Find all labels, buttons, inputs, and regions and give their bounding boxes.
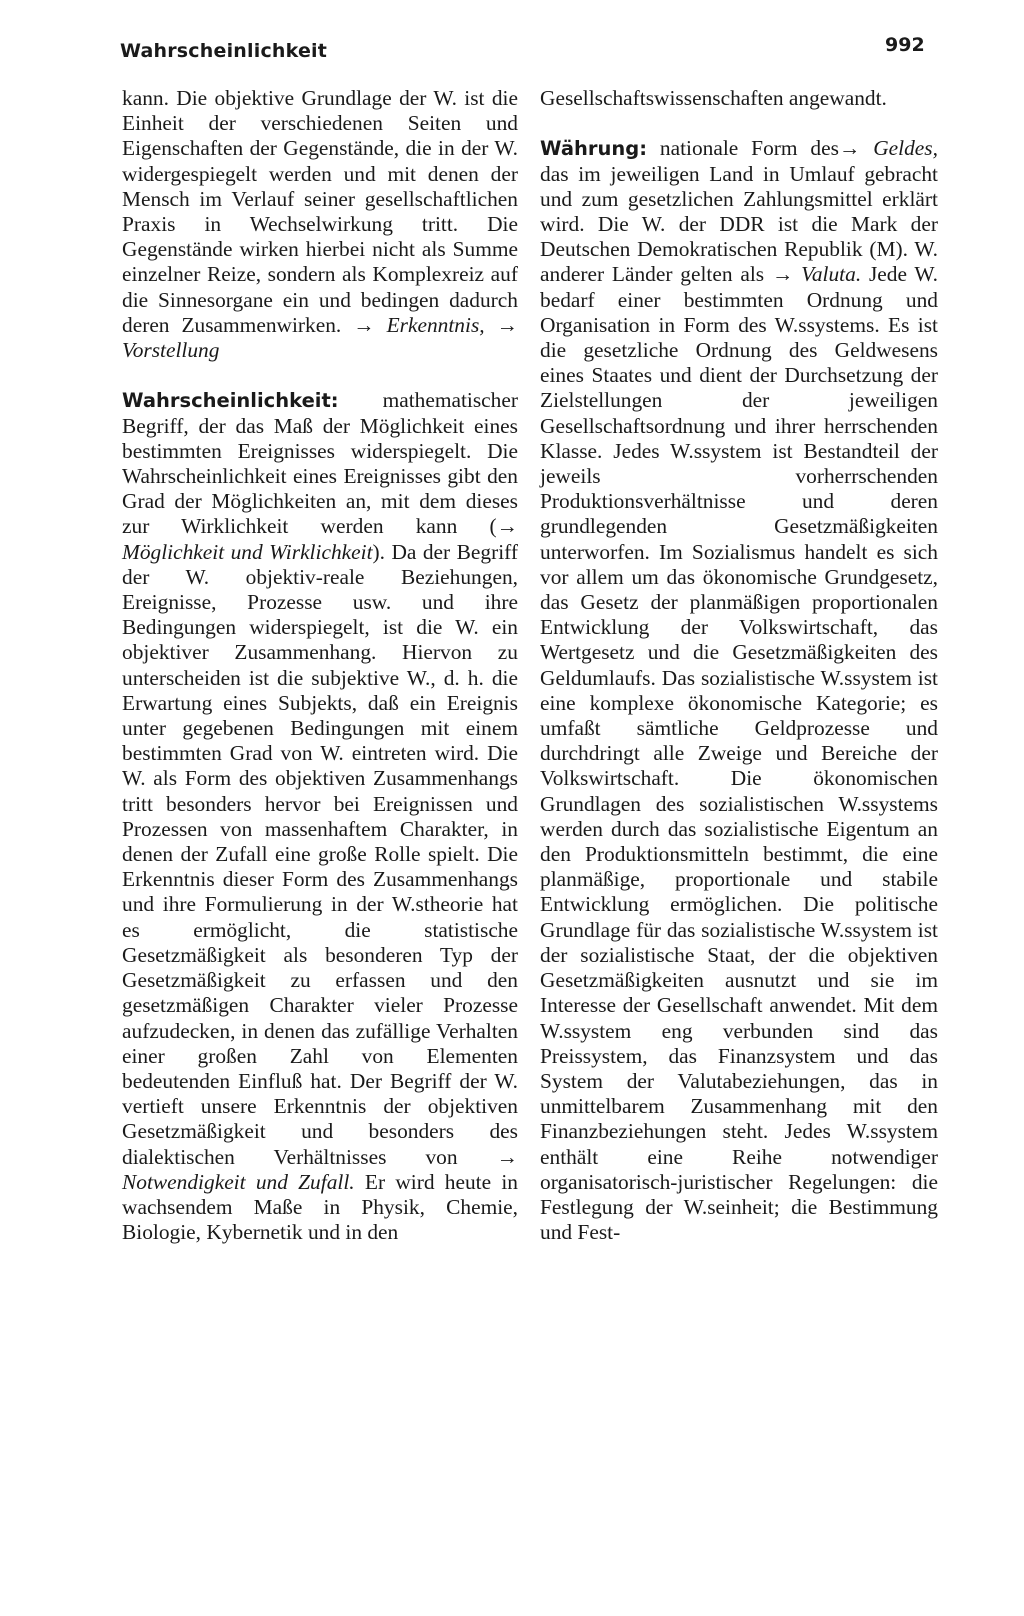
running-header: Wahrscheinlichkeit xyxy=(120,40,328,62)
entry-continuation xyxy=(540,86,938,111)
entry-text: nationale Form des xyxy=(659,136,839,161)
cross-reference-link[interactable]: Geldes, xyxy=(873,136,938,161)
left-column xyxy=(122,86,518,1245)
cross-reference-arrow: → xyxy=(838,136,861,161)
cross-reference-arrow: → xyxy=(496,312,518,337)
entry-text: mathematischer Begriff, der das Maß der Möglichkeit eines bestimmten Ereignisses widerspiegelt. Die Wahrscheinlichkeit eines Ereignisses gibt den Grad der Möglichkeiten an, mit dem dieses zur Wirklichkeit werden kann ( xyxy=(122,388,518,539)
entry-spacer xyxy=(122,363,518,388)
cross-reference-link[interactable]: Möglichkeit und Wirklichkeit xyxy=(122,539,373,564)
entry-headword: Währung: xyxy=(540,137,647,161)
cross-reference-link[interactable]: Vorstellung xyxy=(122,338,220,363)
cross-reference-arrow: → xyxy=(353,312,375,337)
cross-reference-arrow: → xyxy=(496,514,518,539)
entry-text: kann. Die objektive Grundlage der W. ist die Einheit der verschiedenen Seiten und Eigenschaften der Gegenstände, die in der W. widergespiegelt werden und mit denen der Mensch im Verlauf seiner gesellschaftlichen Praxis in Wechselwirkung tritt. Die Gegenstände wirken hierbei nicht als Summe einzelner Reize, sondern als Komplexreiz auf die Sinnesorgane ein und bedingen dadurch deren Zusammenwirken. xyxy=(122,86,518,337)
entry-wahrscheinlichkeit xyxy=(122,388,518,1245)
entry-headword: Wahrscheinlichkeit: xyxy=(122,389,339,413)
cross-reference-link[interactable]: Valuta. xyxy=(801,262,862,287)
page-number: 992 xyxy=(885,34,925,56)
entry-text: Gesellschaftswissenschaften angewandt. xyxy=(540,86,887,110)
entry-text: Jede W. bedarf einer bestimmten Ordnung und Organisation in Form des W.ssystems. Es ist die gesetzliche Ordnung des Geldwesens eines Staates und dient der Durchsetzung der Zielstellungen der jeweiligen Gesellschaftsordnung und ihrer herrschenden Klasse. Jedes W.ssystem ist Bestandteil der jeweils vorherrschenden Produktionsverhältnisse und deren grundlegenden Gesetzmäßigkeiten unterworfen. Im Sozialismus handelt es sich vor allem um das ökonomische Grundgesetz, das Gesetz der planmäßigen proportionalen Entwicklung der Volkswirtschaft, das Wertgesetz und die Gesetzmäßigkeiten des Geldumlaufs. Das sozialistische W.ssystem ist eine komplexe ökonomische Kategorie; es umfaßt sämtliche Geldprozesse und durchdringt alle Zweige und Bereiche der Volkswirtschaft. Die ökonomischen Grundlagen des sozialistischen W.ssystems werden durch das sozialistische Eigentum an den Produktionsmitteln bestimmt, die eine planmäßige, proportionale und stabile Entwicklung ermöglichen. Die politische Grundlage für das sozialistische W.ssystem ist der sozialistische Staat, der die objektiven Gesetzmäßigkeiten ausnutzt und sie im Interesse der Gesellschaft anwendet. Mit dem W.ssystem eng verbunden sind das Preissystem, das Finanzsystem und das System der Valutabeziehungen, das in unmittelbarem Zusammenhang mit den Finanzbeziehungen steht. Jedes W.ssystem enthält eine Reihe notwendiger organisatorisch-juristischer Regelungen: die Festlegung der W.seinheit; die Bestimmung und Fest- xyxy=(540,262,938,1245)
cross-reference-arrow: → xyxy=(771,262,794,287)
entry-text: Er wird heute in wachsendem Maße in Physik, Chemie, Biologie, Kybernetik und in den xyxy=(122,1169,518,1245)
entry-continuation xyxy=(122,86,518,363)
entry-spacer xyxy=(540,111,938,136)
right-column xyxy=(540,86,938,1245)
cross-reference-arrow: → xyxy=(496,1144,518,1169)
cross-reference-link[interactable]: Notwendigkeit und Zufall. xyxy=(122,1169,355,1194)
entry-text: das im jeweiligen Land in Umlauf gebracht und zum gesetzlichen Zahlungsmittel erklärt wird. Die W. der DDR ist die Mark der Deutschen Demokratischen Republik (M). W. anderer Länder gelten als xyxy=(540,161,938,287)
entry-text: ). Da der Begriff der W. objektiv-reale Beziehungen, Ereignisse, Prozesse usw. und ihre Bedingungen widerspiegelt, ist die W. ein objektiver Zusammenhang. Hiervon zu unterscheiden ist die subjektive W., d. h. die Erwartung eines Subjekts, daß ein Ereignis unter gegebenen Bedingungen mit einem bestimmten Grad von W. eintreten wird. Die W. als Form des objektiven Zusammenhangs tritt besonders hervor bei Ereignissen und Prozessen von massenhaftem Charakter, in denen der Zufall eine große Rolle spielt. Die Erkenntnis dieser Form des Zusammenhangs und ihre Formulierung in der W.stheorie hat es ermöglicht, die statistische Gesetzmäßigkeit als besonderen Typ der Gesetzmäßigkeit zu erfassen und den gesetzmäßigen Charakter vieler Prozesse aufzudecken, in denen das zufällige Verhalten einer großen Zahl von Elementen bedeutenden Einfluß hat. Der Begriff der W. vertieft unsere Erkenntnis der objektiven Gesetzmäßigkeit und besonders des dialektischen Verhältnisses von xyxy=(122,539,518,1169)
entry-waehrung xyxy=(540,136,938,1245)
cross-reference-link[interactable]: Erkenntnis, xyxy=(386,312,485,337)
